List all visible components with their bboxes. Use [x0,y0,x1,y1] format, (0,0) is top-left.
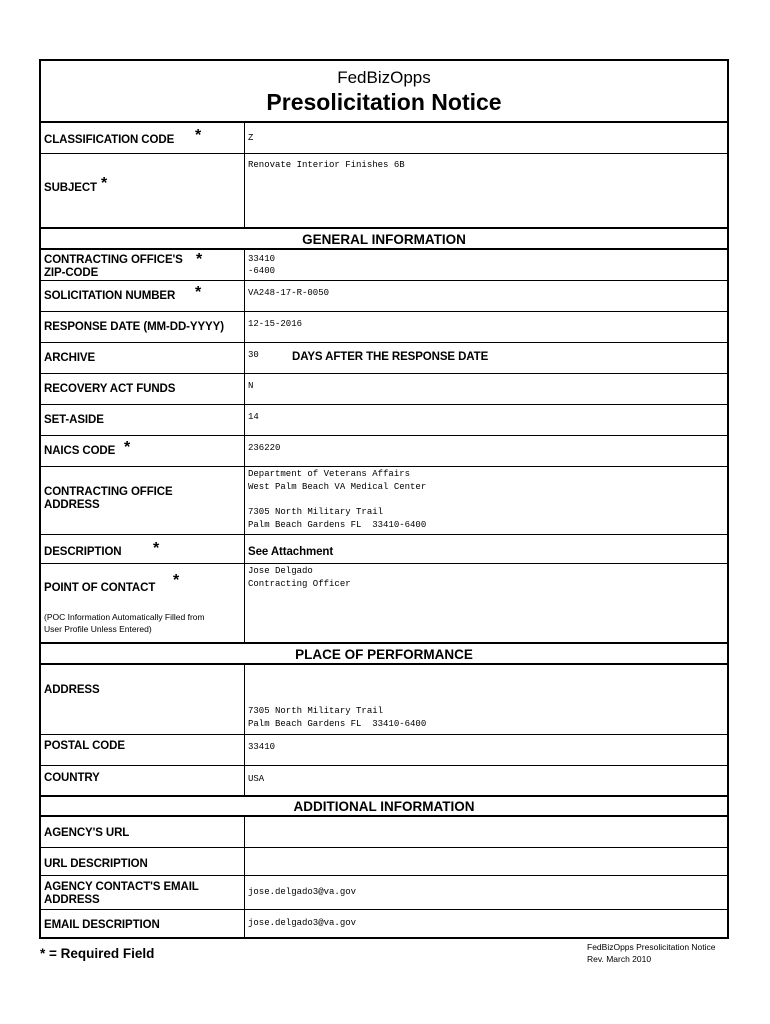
form-revision-note [587,941,716,965]
url-description-label: URL DESCRIPTION [44,858,148,870]
classification-code-row [41,123,727,154]
place-of-performance-heading: PLACE OF PERFORMANCE [295,647,473,662]
response-date-field[interactable] [244,312,727,342]
email-description-row [41,910,727,937]
subject-label: SUBJECT [44,182,97,194]
archive-value: 30 [248,350,259,360]
office-address-line1: Department of Veterans Affairs [248,469,411,479]
place-address-row [41,665,727,735]
subject-value: Renovate Interior Finishes 6B [248,160,405,170]
general-info-heading: GENERAL INFORMATION [302,232,466,247]
subject-row [41,154,727,229]
point-of-contact-label: POINT OF CONTACT [44,582,156,594]
postal-code-value: 33410 [248,742,276,752]
set-aside-field[interactable] [244,405,727,435]
form-name: FedBizOpps Presolicitation Notice [587,942,716,952]
agency-url-label: AGENCY'S URL [44,827,130,839]
recovery-act-value: N [248,381,254,391]
office-address-line4: Palm Beach Gardens FL 33410-6400 [248,520,427,530]
archive-label: ARCHIVE [44,352,96,364]
subject-field[interactable] [244,154,727,227]
set-aside-row [41,405,727,436]
additional-info-heading: ADDITIONAL INFORMATION [293,799,475,814]
place-of-performance-section [41,644,727,665]
office-address-label-line1: CONTRACTING OFFICE [44,486,173,498]
set-aside-label: SET-ASIDE [44,414,104,426]
country-label: COUNTRY [44,772,100,784]
place-address-label: ADDRESS [44,684,100,696]
archive-field[interactable] [244,343,727,373]
recovery-act-label: RECOVERY ACT FUNDS [44,383,176,395]
poc-name: Jose Delgado [248,566,313,576]
presolicitation-form [39,59,729,939]
classification-code-value: Z [248,133,254,143]
url-description-row [41,848,727,876]
required-star: * [153,540,160,557]
url-description-field[interactable] [244,848,727,875]
required-star: * [195,284,202,301]
naics-code-field[interactable] [244,436,727,466]
required-star: * [124,439,131,456]
description-value: See Attachment [248,546,334,558]
classification-code-label: CLASSIFICATION CODE [44,134,175,146]
agency-email-row [41,876,727,910]
recovery-act-field[interactable] [244,374,727,404]
country-row [41,766,727,797]
email-description-field[interactable] [244,910,727,937]
zip-code-value-line1: 33410 [248,254,276,264]
form-revision: Rev. March 2010 [587,954,652,964]
email-description-label: EMAIL DESCRIPTION [44,919,160,931]
agency-url-row [41,817,727,848]
postal-code-row [41,735,727,766]
agency-email-value: jose.delgado3@va.gov [248,887,357,897]
response-date-label: RESPONSE DATE (MM-DD-YYYY) [44,321,224,333]
place-address-line2: Palm Beach Gardens FL 33410-6400 [248,719,427,729]
zip-code-field[interactable] [244,250,727,280]
naics-code-row [41,436,727,467]
place-address-line1: 7305 North Military Trail [248,706,384,716]
naics-code-value: 236220 [248,443,281,453]
additional-info-section [41,797,727,817]
postal-code-label: POSTAL CODE [44,740,125,752]
required-star: * [173,572,180,589]
email-description-value: jose.delgado3@va.gov [248,918,357,928]
description-field[interactable] [244,535,727,563]
poc-note-line2: User Profile Unless Entered) [44,624,152,634]
poc-title: Contracting Officer [248,579,351,589]
required-star: * [195,127,202,144]
country-value: USA [248,774,265,784]
solicitation-number-label: SOLICITATION NUMBER [44,290,176,302]
agency-email-field[interactable] [244,876,727,909]
office-address-field[interactable] [244,467,727,534]
response-date-row [41,312,727,343]
office-address-row [41,467,727,535]
form-header [41,61,727,123]
general-info-section [41,229,727,250]
point-of-contact-row [41,564,727,644]
recovery-act-row [41,374,727,405]
office-address-label-line2: ADDRESS [44,499,100,511]
naics-code-label: NAICS CODE [44,445,116,457]
zip-code-label-line1: CONTRACTING OFFICE'S [44,254,183,266]
classification-code-field[interactable] [244,123,727,153]
agency-email-label-line2: ADDRESS [44,894,100,906]
response-date-value: 12-15-2016 [248,319,303,329]
required-field-legend: * = Required Field [40,946,155,961]
agency-url-field[interactable] [244,817,727,847]
required-star: * [196,251,203,268]
place-address-field[interactable] [244,665,727,734]
archive-row [41,343,727,374]
country-field[interactable] [244,766,727,795]
zip-code-row [41,250,727,281]
solicitation-number-value: VA248-17-R-0050 [248,288,330,298]
zip-code-value-line2: -6400 [248,266,276,276]
archive-suffix: DAYS AFTER THE RESPONSE DATE [292,351,489,363]
solicitation-number-row [41,281,727,312]
agency-email-label-line1: AGENCY CONTACT'S EMAIL [44,881,199,893]
site-name: FedBizOpps [337,68,431,87]
description-row [41,535,727,564]
zip-code-label-line2: ZIP-CODE [44,267,99,279]
set-aside-value: 14 [248,412,259,422]
office-address-line2: West Palm Beach VA Medical Center [248,482,427,492]
poc-note-line1: (POC Information Automatically Filled from [44,612,205,622]
office-address-line3: 7305 North Military Trail [248,507,384,517]
point-of-contact-field[interactable] [244,564,727,642]
description-label: DESCRIPTION [44,546,122,558]
form-title: Presolicitation Notice [266,89,502,115]
postal-code-field[interactable] [244,735,727,765]
required-star: * [101,175,108,192]
solicitation-number-field[interactable] [244,281,727,311]
